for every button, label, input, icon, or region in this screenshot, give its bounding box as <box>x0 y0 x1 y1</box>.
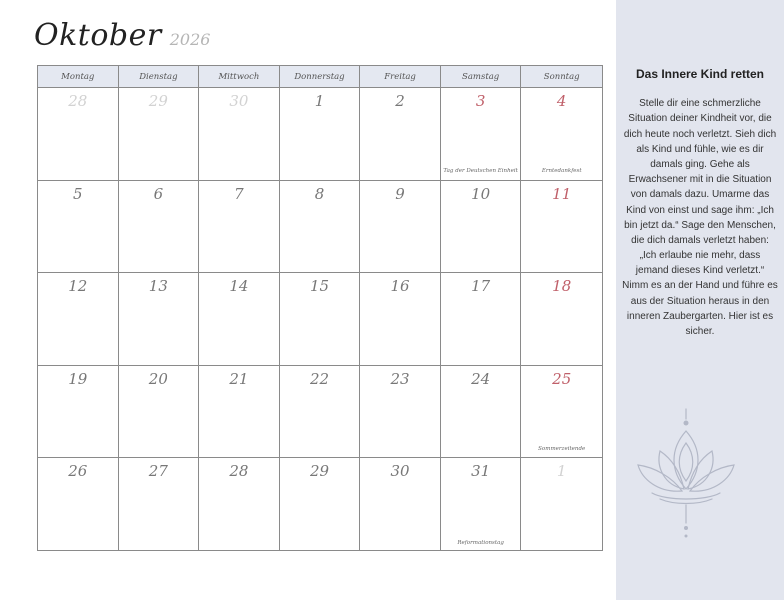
day-cell[interactable] <box>38 181 119 274</box>
day-cell[interactable] <box>360 366 441 459</box>
day-number: 7 <box>234 184 244 203</box>
day-cell[interactable] <box>360 458 441 551</box>
day-cell[interactable] <box>280 88 361 181</box>
day-number: 24 <box>471 369 491 388</box>
day-cell[interactable] <box>280 181 361 274</box>
year-label: 2026 <box>169 30 211 49</box>
weekday-thursday: Donnerstag <box>280 66 361 87</box>
day-number: 30 <box>229 92 249 110</box>
day-number: 12 <box>68 277 88 296</box>
day-number: 31 <box>471 462 491 481</box>
month-title: Oktober <box>34 18 162 53</box>
day-number: 3 <box>475 92 486 110</box>
day-cell[interactable] <box>280 366 361 459</box>
sidebar-title: Das Innere Kind retten <box>635 67 765 81</box>
day-cell[interactable] <box>441 273 522 366</box>
day-number: 26 <box>68 462 88 481</box>
day-number: 29 <box>148 92 168 110</box>
sidebar-text: Stelle dir eine schmerzliche Situation deiner Kindheit vor, die dich heute noch verletzt. Sieh dich als Kind und fühle, wie es dir damals ging. Gehe als Erwachsener mit in die Situation von damals dazu. Umarme das Kind von einst und sage ihm: „Ich bin jetzt da.“ Sage den Menschen, die dich damals verletzt haben: „Ich erlaube nie mehr, dass jemand dieses Kind verletzt.“ Nimm es an der Hand und führe es aus der Situation heraus in den inneren Zaubergarten. Hier ist es sicher. <box>622 98 778 337</box>
day-cell[interactable] <box>280 458 361 551</box>
day-number: 13 <box>148 277 168 296</box>
page-title <box>34 18 210 53</box>
weekday-saturday: Samstag <box>441 66 522 87</box>
day-cell[interactable] <box>38 366 119 459</box>
day-cell[interactable] <box>441 458 522 551</box>
calendar-grid <box>37 65 603 551</box>
weekday-wednesday: Mittwoch <box>199 66 280 87</box>
day-number: 25 <box>552 369 572 388</box>
day-cell[interactable] <box>441 88 522 181</box>
day-cell[interactable] <box>119 273 200 366</box>
day-number: 27 <box>148 462 168 481</box>
holiday-note: Erntedankfest <box>541 168 582 175</box>
day-number: 19 <box>68 369 88 388</box>
holiday-note: Reformationstag <box>457 539 504 546</box>
day-number: 18 <box>552 277 572 296</box>
day-cell[interactable] <box>119 88 200 181</box>
lotus-icon <box>630 405 742 543</box>
holiday-note: Sommerzeitende <box>538 446 586 453</box>
day-grid <box>38 88 602 551</box>
weekday-header <box>38 66 602 88</box>
day-number: 20 <box>148 369 168 388</box>
day-cell[interactable] <box>199 88 280 181</box>
day-number: 16 <box>390 277 410 296</box>
day-cell[interactable] <box>119 458 200 551</box>
weekday-monday: Montag <box>38 66 119 87</box>
day-number: 23 <box>390 369 410 388</box>
day-cell[interactable] <box>199 366 280 459</box>
day-number: 1 <box>556 462 567 481</box>
day-number: 9 <box>395 184 405 203</box>
day-cell[interactable] <box>521 181 602 274</box>
weekday-friday: Freitag <box>360 66 441 87</box>
day-number: 29 <box>309 462 330 481</box>
day-cell[interactable] <box>199 458 280 551</box>
day-number: 1 <box>314 92 325 110</box>
day-number: 6 <box>153 184 164 203</box>
day-number: 30 <box>390 462 410 481</box>
day-cell[interactable] <box>360 273 441 366</box>
day-number: 4 <box>556 92 567 110</box>
day-cell[interactable] <box>521 366 602 459</box>
day-cell[interactable] <box>119 366 200 459</box>
day-number: 17 <box>471 277 491 296</box>
day-number: 11 <box>552 184 572 203</box>
day-number: 28 <box>68 92 88 110</box>
weekday-tuesday: Dienstag <box>119 66 200 87</box>
day-cell[interactable] <box>38 458 119 551</box>
day-number: 5 <box>73 184 83 203</box>
day-cell[interactable] <box>199 273 280 366</box>
day-cell[interactable] <box>360 181 441 274</box>
day-number: 15 <box>309 277 330 296</box>
day-number: 14 <box>229 277 249 296</box>
day-cell[interactable] <box>199 181 280 274</box>
day-cell[interactable] <box>280 273 361 366</box>
day-number: 21 <box>229 369 249 388</box>
day-cell[interactable] <box>521 458 602 551</box>
weekday-sunday: Sonntag <box>543 71 580 82</box>
day-cell[interactable] <box>38 88 119 181</box>
day-cell[interactable] <box>521 273 602 366</box>
day-cell[interactable] <box>521 88 602 181</box>
day-number: 22 <box>309 369 330 388</box>
day-cell[interactable] <box>441 366 522 459</box>
day-cell[interactable] <box>119 181 200 274</box>
day-number: 2 <box>395 92 405 110</box>
day-cell[interactable] <box>441 181 522 274</box>
day-cell[interactable] <box>360 88 441 181</box>
day-number: 8 <box>314 184 325 203</box>
day-number: 10 <box>471 184 491 203</box>
day-cell[interactable] <box>38 273 119 366</box>
holiday-note: Tag der Deutschen Einheit <box>443 168 518 175</box>
day-number: 28 <box>229 462 249 481</box>
